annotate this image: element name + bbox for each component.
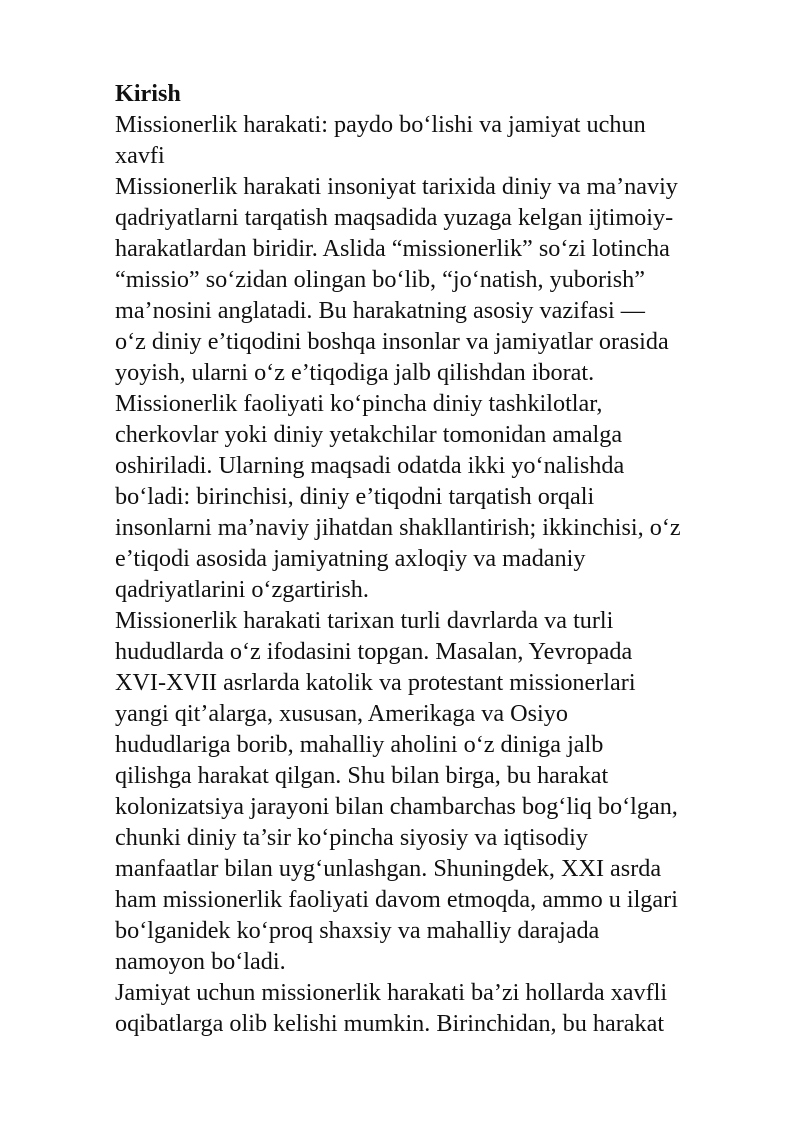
text-line: hududlariga borib, mahalliy aholini o‘z diniga jalb — [115, 731, 604, 758]
document-page — [115, 78, 755, 1039]
text-line: chunki diniy ta’sir ko‘pincha siyosiy va iqtisodiy — [115, 824, 588, 851]
text-line: yangi qit’alarga, xususan, Amerikaga va Osiyo — [115, 700, 568, 727]
text-line: Missionerlik harakati insoniyat tarixida diniy va ma’naviy — [115, 173, 678, 200]
section-heading: Kirish — [115, 80, 181, 107]
text-line: xavfi — [115, 142, 165, 169]
text-line: ham missionerlik faoliyati davom etmoqda, ammo u ilgari — [115, 886, 678, 913]
text-line: Missionerlik harakati: paydo bo‘lishi va jamiyat uchun — [115, 111, 646, 138]
text-line: ma’nosini anglatadi. Bu harakatning asosiy vazifasi — — [115, 297, 645, 324]
text-line: qadriyatlarini o‘zgartirish. — [115, 576, 369, 603]
text-line: insonlarni ma’naviy jihatdan shakllantirish; ikkinchisi, o‘z — [115, 514, 681, 541]
text-line: namoyon bo‘ladi. — [115, 948, 286, 975]
text-line: bo‘lganidek ko‘proq shaxsiy va mahalliy darajada — [115, 917, 600, 944]
text-line: e’tiqodi asosida jamiyatning axloqiy va madaniy — [115, 545, 586, 572]
text-line: oqibatlarga olib kelishi mumkin. Birinchidan, bu harakat — [115, 1010, 665, 1037]
text-line: manfaatlar bilan uyg‘unlashgan. Shuningdek, XXI asrda — [115, 855, 662, 882]
text-line: Jamiyat uchun missionerlik harakati ba’zi hollarda xavfli — [115, 979, 668, 1006]
text-line: oshiriladi. Ularning maqsadi odatda ikki yo‘nalishda — [115, 452, 625, 479]
text-line: Missionerlik faoliyati ko‘pincha diniy tashkilotlar, — [115, 390, 603, 417]
text-line: qadriyatlarni tarqatish maqsadida yuzaga kelgan ijtimoiy- — [115, 204, 674, 231]
text-line: XVI-XVII asrlarda katolik va protestant missionerlari — [115, 669, 636, 696]
text-line: Missionerlik harakati tarixan turli davrlarda va turli — [115, 607, 614, 634]
text-line: kolonizatsiya jarayoni bilan chambarchas bog‘liq bo‘lgan, — [115, 793, 678, 820]
text-line: “missio” so‘zidan olingan bo‘lib, “jo‘natish, yuborish” — [115, 266, 646, 293]
text-line: bo‘ladi: birinchisi, diniy e’tiqodni tarqatish orqali — [115, 483, 595, 510]
text-line: qilishga harakat qilgan. Shu bilan birga, bu harakat — [115, 762, 609, 789]
text-line: yoyish, ularni o‘z e’tiqodiga jalb qilishdan iborat. — [115, 359, 595, 386]
text-line: cherkovlar yoki diniy yetakchilar tomonidan amalga — [115, 421, 623, 448]
text-line: harakatlardan biridir. Aslida “missionerlik” so‘zi lotincha — [115, 235, 670, 262]
text-line: hududlarda o‘z ifodasini topgan. Masalan, Yevropada — [115, 638, 633, 665]
text-line: o‘z diniy e’tiqodini boshqa insonlar va jamiyatlar orasida — [115, 328, 669, 355]
